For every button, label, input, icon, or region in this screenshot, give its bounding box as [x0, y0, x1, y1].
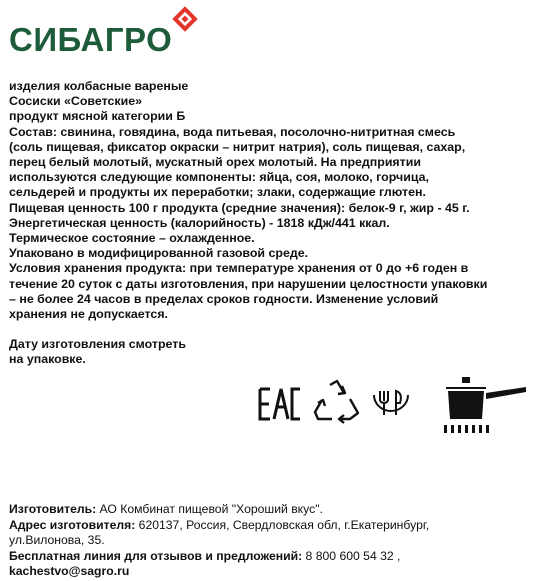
address-line-2: ул.Вилонова, 35.: [9, 533, 105, 547]
manufacturer-label: Изготовитель:: [9, 502, 97, 516]
food-safe-icon: [370, 383, 412, 423]
text-line: течение 20 суток с даты изготовления, при нарушении целостности упаковки: [9, 276, 488, 291]
cooking-pot-icon: [438, 375, 528, 437]
brand-mark-icon: [172, 6, 198, 32]
text-line: сельдерей и продукты их переработки; злаки, содержащие глютен.: [9, 185, 426, 200]
hotline-label: Бесплатная линия для отзывов и предложений:: [9, 548, 303, 563]
brand-logo: [9, 6, 209, 56]
product-description: [9, 79, 529, 368]
address-value: 620137, Россия, Свердловская обл, г.Екатеринбург,: [135, 517, 430, 532]
text-line: Условия хранения продукта: при температуре хранения от 0 до +6 годен в: [9, 261, 469, 276]
recycle-icon: [312, 379, 362, 425]
address-line: [9, 518, 529, 534]
text-line: продукт мясной категории Б: [9, 109, 186, 124]
brand-name: СИБАГРО: [9, 21, 173, 58]
hotline-value: 8 800 600 54 32 ,: [302, 548, 401, 563]
email-line: [9, 564, 529, 580]
text-line: Пищевая ценность 100 г продукта (средние значения): белок-9 г, жир - 45 г.: [9, 200, 470, 215]
text-line: изделия колбасные вареные: [9, 79, 189, 93]
text-line: Энергетическая ценность (калорийность) - 1818 кДж/441 ккал.: [9, 215, 390, 230]
hotline-line: [9, 549, 529, 565]
date-note-line: на упаковке.: [9, 352, 86, 367]
text-line: Упаковано в модифицированной газовой среде.: [9, 246, 309, 261]
eac-mark-icon: [258, 385, 302, 423]
certification-icons: [258, 375, 528, 437]
manufacturer-line: [9, 502, 529, 518]
text-line: Термическое состояние – охлажденное.: [9, 231, 255, 246]
text-line: перец белый молотый, мускатный орех молотый. На предприятии: [9, 155, 421, 170]
address-label: Адрес изготовителя:: [9, 517, 136, 532]
email-link: kachestvo@sagro.ru: [9, 564, 130, 578]
manufacturer-info: [9, 502, 529, 580]
text-line: – не более 24 часов в пределах сроков годности. Изменение условий: [9, 291, 439, 306]
text-line: используются следующие компоненты: яйца, соя, молоко, горчица,: [9, 170, 429, 185]
text-line: хранения не допускается.: [9, 307, 168, 322]
date-note-line: Дату изготовления смотреть: [9, 337, 186, 352]
manufacturer-value: АО Комбинат пищевой "Хороший вкус".: [96, 502, 323, 516]
text-line: Состав: свинина, говядина, вода питьевая, посолочно-нитритная смесь: [9, 124, 456, 139]
product-title: Сосиски «Советские»: [9, 94, 142, 109]
text-line: (соль пищевая, фиксатор окраски – нитрит натрия), соль пищевая, сахар,: [9, 139, 466, 154]
